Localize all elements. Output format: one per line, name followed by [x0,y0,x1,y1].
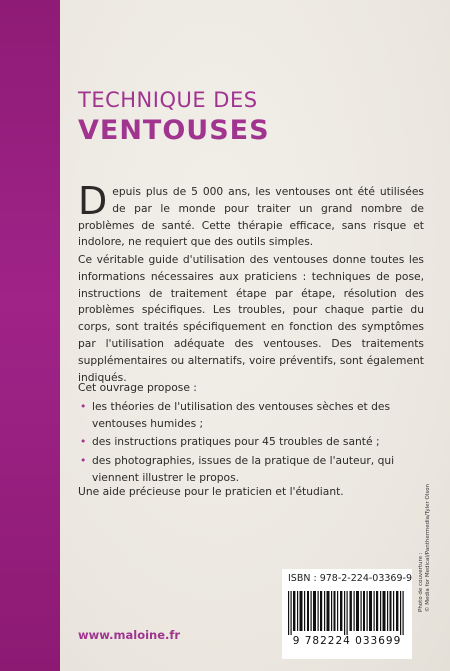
barcode-panel [282,569,412,659]
bullet-list [78,399,424,487]
photo-credit [418,452,432,612]
contents-list-block [78,380,424,489]
isbn-text: ISBN : 978-2-224-03369-9 [288,573,412,584]
list-intro: Cet ouvrage propose : [78,381,197,394]
barcode-number: 9 782224 033699 [292,635,402,647]
closing-line: Une aide précieuse pour le praticien et l'étudiant. [78,485,344,498]
intro-paragraph [78,179,424,251]
purple-side-strip [0,0,60,671]
title-line-1: TECHNIQUE DES [78,88,258,112]
list-item: • les théories de l'utilisation des ventouses sèches et des ventouses humides ; [78,399,424,433]
description-paragraph: Ce véritable guide d'utilisation des ventouses donne toutes les informations nécessaires aux praticiens : techniques de pose, instructions de traitement étape par étape, résolution des problèmes spécifiques. Les troubles, pour chaque partie du corps, sont traités spécifiquement en fonction des symptômes par l'utilisation adéquate des ventouses. Des traitements supplémentaires ou alternatifs, voire préventifs, sont également indiqués. [78,253,424,384]
list-item: • des photographies, issues de la pratique de l'auteur, qui viennent illustrer le propos. [78,453,424,487]
photo-credit-line-2: © Media for Medical/Panthermedia/Tyler Olson [425,483,431,612]
photo-credit-line-1: Photo de couverture : [418,552,424,612]
title-line-2: VENTOUSES [78,115,270,146]
drop-cap: D [78,179,108,223]
intro-text: epuis plus de 5 000 ans, les ventouses ont été utilisées de par le monde pour traiter un grand nombre de problèmes de santé. Cette thérapie efficace, sans risque et indolore, ne requiert que des outils simples. [78,185,424,249]
barcode-icon [288,591,406,635]
publisher-url[interactable]: www.maloine.fr [78,628,181,642]
list-item: • des instructions pratiques pour 45 troubles de santé ; [78,434,424,451]
